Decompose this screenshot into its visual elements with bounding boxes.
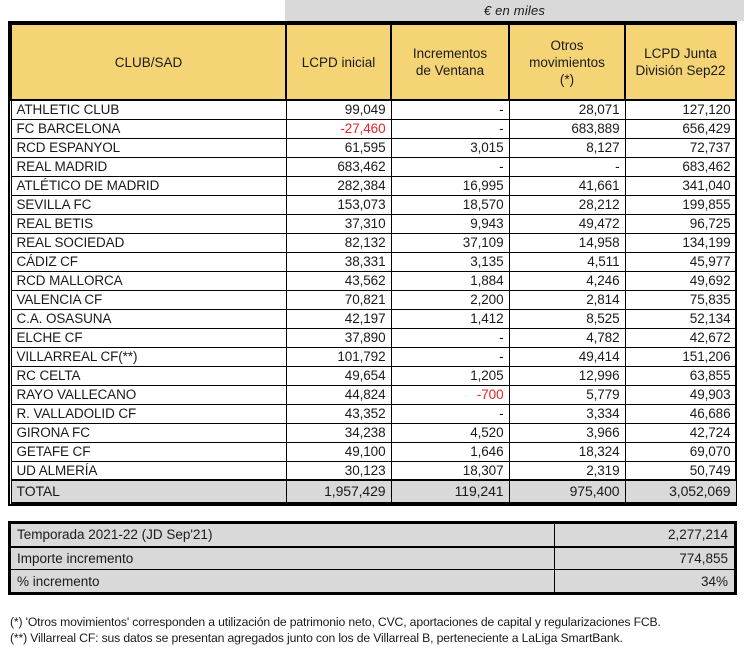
cell-incrementos-ventana: - (391, 404, 509, 423)
cell-lcpd-junta: 42,724 (625, 423, 736, 442)
lcpd-table (10, 23, 737, 504)
table-header (11, 24, 736, 100)
column-header-incrementos-line2: de Ventana (415, 63, 485, 78)
column-header-junta-line2: División Sep22 (635, 63, 726, 78)
cell-club-name: ATHLETIC CLUB (11, 100, 286, 119)
cell-lcpd-junta: 72,737 (625, 138, 736, 157)
cell-club-name: VILLARREAL CF(**) (11, 347, 286, 366)
table-row (11, 347, 736, 366)
cell-lcpd-inicial: 42,197 (286, 309, 391, 328)
cell-incrementos-ventana: 3,015 (391, 138, 509, 157)
summary-label: Importe incremento (11, 547, 555, 570)
header-row (11, 24, 736, 100)
cell-incrementos-ventana: - (391, 328, 509, 347)
summary-table (10, 523, 735, 593)
column-header-otros-line1: Otros (550, 37, 584, 53)
column-header-otros-line2: movimientos (529, 54, 605, 70)
cell-club-name: SEVILLA FC (11, 195, 286, 214)
table-row (11, 271, 736, 290)
footnote-otros-movimientos: (*) 'Otros movimientos' corresponden a utilización de patrimonio neto, CVC, aportaciones de capital y regularizaciones FCB. (10, 615, 661, 629)
table-row-total (11, 480, 736, 503)
cell-incrementos-ventana: 9,943 (391, 214, 509, 233)
cell-club-name: RAYO VALLECANO (11, 385, 286, 404)
summary-value: 2,277,214 (555, 524, 735, 547)
cell-otros-movimientos: 2,319 (509, 461, 625, 480)
cell-lcpd-inicial: 43,352 (286, 404, 391, 423)
column-header-incrementos (391, 24, 509, 100)
cell-club-name: CÁDIZ CF (11, 252, 286, 271)
cell-club-name: REAL MADRID (11, 157, 286, 176)
table-row (11, 290, 736, 309)
footnote-villarreal: (**) Villarreal CF: sus datos se presentan agregados junto con los de Villarreal B, perteneciente a LaLiga SmartBank. (10, 631, 623, 645)
table-row (11, 100, 736, 119)
cell-lcpd-junta: 45,977 (625, 252, 736, 271)
cell-club-name: RCD ESPANYOL (11, 138, 286, 157)
cell-otros-movimientos: 28,071 (509, 100, 625, 119)
summary-label: Temporada 2021-22 (JD Sep'21) (11, 524, 555, 547)
table-row (11, 423, 736, 442)
cell-incrementos-ventana: 1,412 (391, 309, 509, 328)
units-band-spacer (0, 0, 285, 21)
cell-lcpd-junta: 69,070 (625, 442, 736, 461)
table-row (11, 366, 736, 385)
cell-lcpd-inicial: -27,460 (286, 119, 391, 138)
cell-lcpd-inicial: 99,049 (286, 100, 391, 119)
cell-club-name: R. VALLADOLID CF (11, 404, 286, 423)
cell-otros-movimientos: 18,324 (509, 442, 625, 461)
cell-incrementos-ventana: -700 (391, 385, 509, 404)
summary-row (11, 547, 735, 570)
cell-lcpd-junta: 96,725 (625, 214, 736, 233)
cell-otros-movimientos: 2,814 (509, 290, 625, 309)
cell-lcpd-junta: 50,749 (625, 461, 736, 480)
table-row (11, 138, 736, 157)
cell-incrementos-ventana: 16,995 (391, 176, 509, 195)
cell-otros-movimientos: 41,661 (509, 176, 625, 195)
cell-incrementos-ventana: 4,520 (391, 423, 509, 442)
summary-body (11, 524, 735, 593)
cell-otros-movimientos: 8,127 (509, 138, 625, 157)
table-row (11, 404, 736, 423)
column-header-otros-movimientos (509, 24, 625, 100)
cell-club-name: ATLÉTICO DE MADRID (11, 176, 286, 195)
cell-lcpd-inicial: 34,238 (286, 423, 391, 442)
cell-lcpd-inicial: 30,123 (286, 461, 391, 480)
summary-value: 34% (555, 570, 735, 593)
table-row (11, 385, 736, 404)
cell-incrementos-ventana: - (391, 157, 509, 176)
cell-otros-movimientos: 3,966 (509, 423, 625, 442)
cell-lcpd-inicial: 82,132 (286, 233, 391, 252)
cell-lcpd-inicial: 49,654 (286, 366, 391, 385)
cell-incrementos-ventana: 37,109 (391, 233, 509, 252)
column-header-club: CLUB/SAD (11, 24, 286, 100)
footnotes (10, 614, 740, 646)
cell-lcpd-inicial: 43,562 (286, 271, 391, 290)
cell-lcpd-junta: 683,462 (625, 157, 736, 176)
table-row (11, 119, 736, 138)
summary-value: 774,855 (555, 547, 735, 570)
cell-lcpd-inicial: 44,824 (286, 385, 391, 404)
cell-club-name: ELCHE CF (11, 328, 286, 347)
table-row (11, 195, 736, 214)
cell-club-name: C.A. OSASUNA (11, 309, 286, 328)
cell-otros-movimientos: 49,472 (509, 214, 625, 233)
cell-otros-movimientos: 12,996 (509, 366, 625, 385)
table-row (11, 214, 736, 233)
table-row (11, 233, 736, 252)
cell-lcpd-junta: 42,672 (625, 328, 736, 347)
cell-incrementos-ventana: - (391, 347, 509, 366)
cell-incrementos-ventana: - (391, 100, 509, 119)
units-band-row (0, 0, 744, 21)
cell-incrementos-ventana: 3,135 (391, 252, 509, 271)
summary-label: % incremento (11, 570, 555, 593)
table-row (11, 309, 736, 328)
cell-lcpd-inicial: 101,792 (286, 347, 391, 366)
table-row (11, 328, 736, 347)
cell-incrementos-ventana: 18,307 (391, 461, 509, 480)
cell-club-name: REAL SOCIEDAD (11, 233, 286, 252)
summary-row (11, 570, 735, 593)
cell-incrementos-ventana: 1,646 (391, 442, 509, 461)
cell-club-name: RC CELTA (11, 366, 286, 385)
cell-lcpd-inicial: 49,100 (286, 442, 391, 461)
cell-lcpd-junta: 134,199 (625, 233, 736, 252)
cell-lcpd-inicial: 37,890 (286, 328, 391, 347)
cell-incrementos-ventana: 18,570 (391, 195, 509, 214)
cell-total-otros: 975,400 (509, 480, 625, 503)
cell-otros-movimientos: 4,246 (509, 271, 625, 290)
cell-incrementos-ventana: 1,205 (391, 366, 509, 385)
cell-club-name: FC BARCELONA (11, 119, 286, 138)
cell-club-name: VALENCIA CF (11, 290, 286, 309)
cell-lcpd-junta: 199,855 (625, 195, 736, 214)
cell-otros-movimientos: 14,958 (509, 233, 625, 252)
cell-lcpd-junta: 49,692 (625, 271, 736, 290)
cell-incrementos-ventana: - (391, 119, 509, 138)
units-label: € en miles (285, 0, 744, 21)
table-row (11, 176, 736, 195)
cell-otros-movimientos: 4,511 (509, 252, 625, 271)
cell-otros-movimientos: - (509, 157, 625, 176)
main-table-container (8, 21, 737, 506)
table-row (11, 252, 736, 271)
column-header-lcpd-junta (625, 24, 736, 100)
cell-otros-movimientos: 3,334 (509, 404, 625, 423)
table-row (11, 157, 736, 176)
cell-otros-movimientos: 8,525 (509, 309, 625, 328)
cell-lcpd-inicial: 282,384 (286, 176, 391, 195)
cell-lcpd-inicial: 37,310 (286, 214, 391, 233)
cell-club-name: RCD MALLORCA (11, 271, 286, 290)
cell-total-junta: 3,052,069 (625, 480, 736, 503)
column-header-junta-line1: LCPD Junta (644, 46, 717, 61)
cell-lcpd-junta: 52,134 (625, 309, 736, 328)
cell-lcpd-junta: 127,120 (625, 100, 736, 119)
cell-club-name: GIRONA FC (11, 423, 286, 442)
cell-lcpd-inicial: 38,331 (286, 252, 391, 271)
cell-lcpd-junta: 341,040 (625, 176, 736, 195)
cell-lcpd-junta: 656,429 (625, 119, 736, 138)
cell-lcpd-junta: 63,855 (625, 366, 736, 385)
cell-otros-movimientos: 28,212 (509, 195, 625, 214)
cell-otros-movimientos: 683,889 (509, 119, 625, 138)
column-header-lcpd-inicial: LCPD inicial (286, 24, 391, 100)
table-row (11, 461, 736, 480)
cell-lcpd-junta: 151,206 (625, 347, 736, 366)
cell-lcpd-inicial: 61,595 (286, 138, 391, 157)
cell-otros-movimientos: 49,414 (509, 347, 625, 366)
column-header-incrementos-line1: Incrementos (412, 46, 488, 61)
cell-club-name: REAL BETIS (11, 214, 286, 233)
cell-lcpd-inicial: 70,821 (286, 290, 391, 309)
cell-lcpd-junta: 49,903 (625, 385, 736, 404)
table-row (11, 442, 736, 461)
cell-otros-movimientos: 5,779 (509, 385, 625, 404)
cell-incrementos-ventana: 2,200 (391, 290, 509, 309)
cell-lcpd-junta: 75,835 (625, 290, 736, 309)
cell-total-lcpd-inicial: 1,957,429 (286, 480, 391, 503)
cell-total-incrementos: 119,241 (391, 480, 509, 503)
cell-otros-movimientos: 4,782 (509, 328, 625, 347)
table-body (11, 100, 736, 503)
cell-lcpd-junta: 46,686 (625, 404, 736, 423)
column-header-otros-line3: (*) (559, 71, 575, 87)
summary-table-container (8, 521, 737, 595)
cell-incrementos-ventana: 1,884 (391, 271, 509, 290)
cell-club-name: UD ALMERÍA (11, 461, 286, 480)
cell-total-label: TOTAL (11, 480, 286, 503)
cell-lcpd-inicial: 153,073 (286, 195, 391, 214)
cell-club-name: GETAFE CF (11, 442, 286, 461)
summary-row (11, 524, 735, 547)
cell-lcpd-inicial: 683,462 (286, 157, 391, 176)
